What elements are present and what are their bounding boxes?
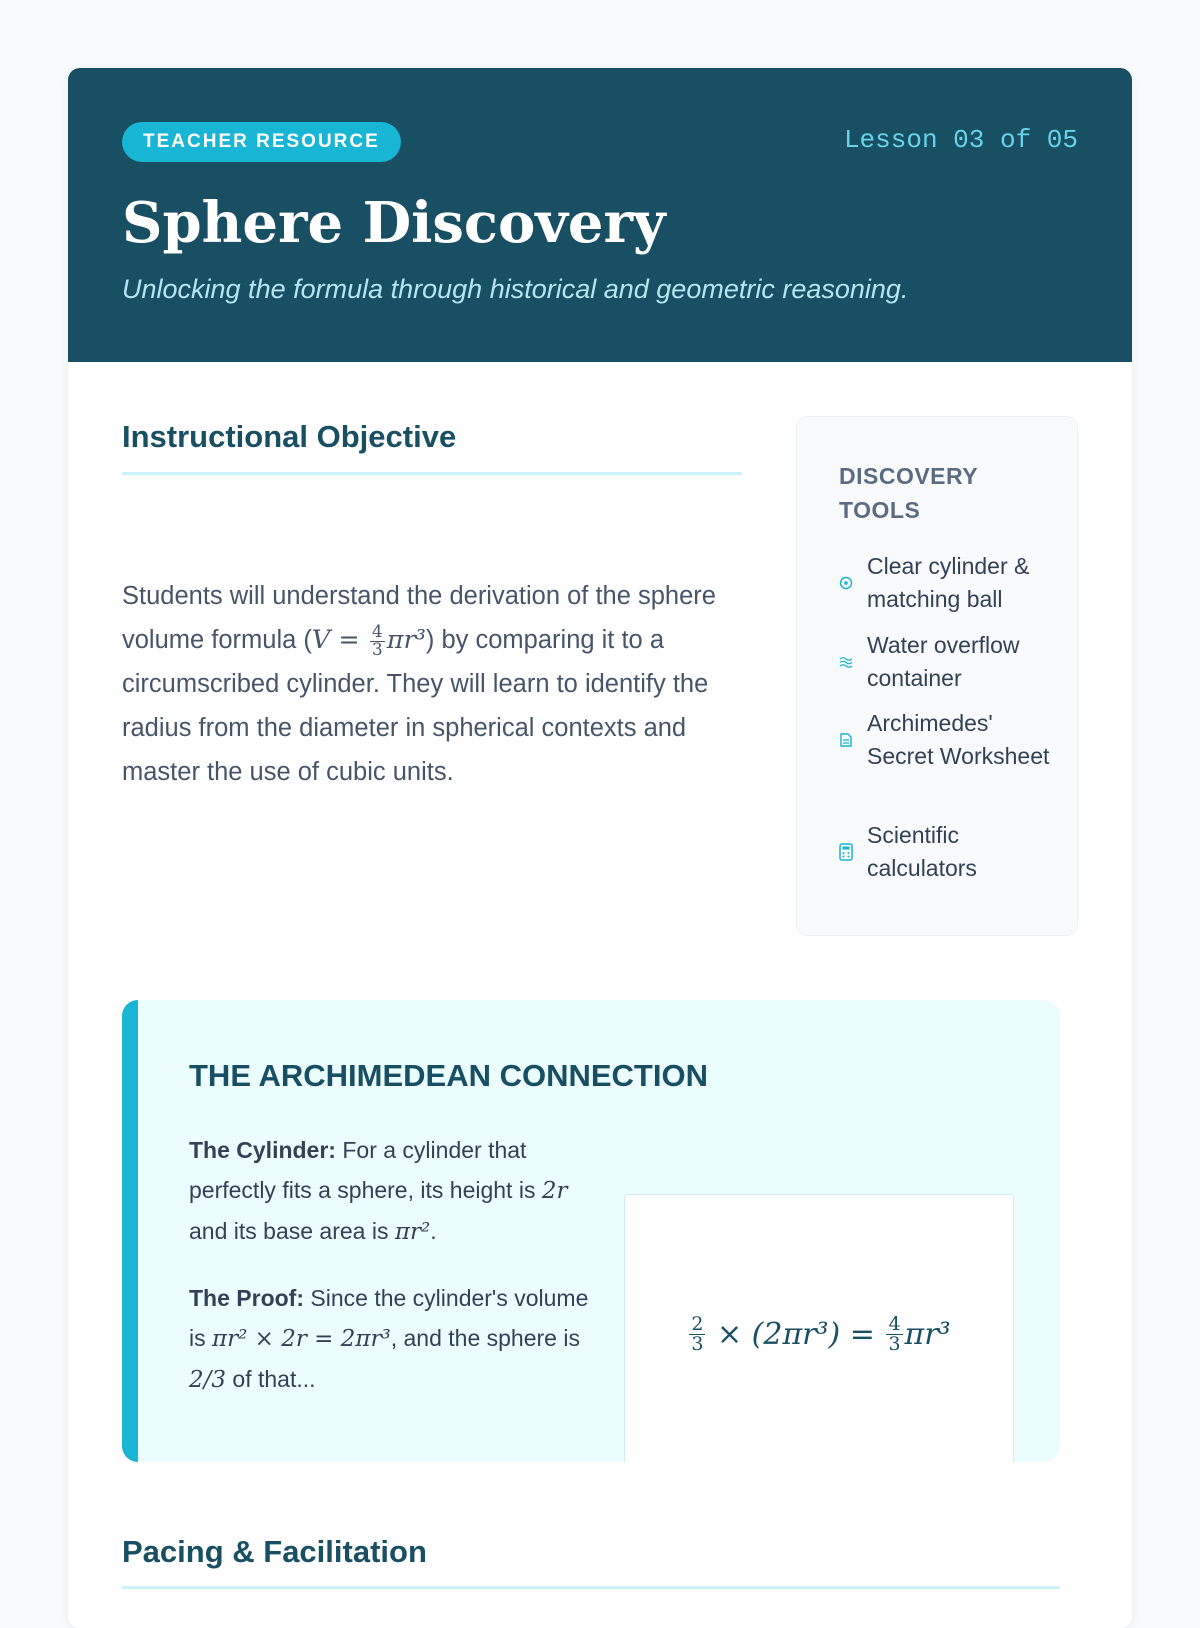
formula-denominator: 3 <box>888 1332 901 1355</box>
tool-item-worksheet <box>839 707 1064 773</box>
proof-text: of that... <box>226 1366 316 1392</box>
tool-item-cylinder <box>839 550 1064 616</box>
pacing-heading: Pacing & Facilitation <box>122 1532 1060 1589</box>
proof-math-fraction: 2/3 <box>189 1367 227 1393</box>
formula-rest: πr³ <box>386 625 426 655</box>
formula-middle: × (2πr³) = <box>707 1316 885 1352</box>
tool-label: Clear cylinder & matching ball <box>867 553 1030 612</box>
cylinder-text: For a cylinder that perfectly fits a sphere, its height is <box>189 1137 542 1203</box>
document-icon <box>839 732 853 748</box>
proof-text: Since the cylinder's volume is <box>189 1285 589 1351</box>
formula-box <box>624 1194 1014 1462</box>
proof-label: The Proof: <box>189 1285 304 1311</box>
objective-text-before: Students will understand the derivation of the sphere volume formula ( <box>122 582 716 654</box>
formula-numerator: 4 <box>888 1312 901 1335</box>
objective-text-after: ) by comparing it to a circumscribed cylinder. They will learn to identify the radius from the diameter in spherical contexts and master the use of cubic units. <box>122 626 709 786</box>
formula-fraction-right <box>886 1312 902 1355</box>
water-waves-icon <box>839 654 853 670</box>
proof-math-volume: πr² × 2r = 2πr³ <box>212 1326 391 1352</box>
tools-heading: DISCOVERY TOOLS <box>839 463 978 523</box>
tool-item-water <box>839 629 1064 695</box>
formula-numerator: 2 <box>691 1312 704 1335</box>
cylinder-label: The Cylinder: <box>189 1137 336 1163</box>
formula-fraction-left <box>689 1312 705 1355</box>
lesson-counter: Lesson 03 of 05 <box>843 125 1078 155</box>
objective-heading: Instructional Objective <box>122 418 742 475</box>
formula-v: V <box>311 625 331 655</box>
archimedean-connection-callout <box>122 1000 1060 1462</box>
formula-fraction <box>370 621 385 660</box>
cylinder-text: and its base area is <box>189 1218 395 1244</box>
proof-text: , and the sphere is <box>390 1325 580 1351</box>
cylinder-paragraph <box>189 1130 589 1252</box>
page-subtitle: Unlocking the formula through historical and geometric reasoning. <box>122 274 909 304</box>
formula-denominator: 3 <box>371 639 383 660</box>
lesson-card <box>68 68 1132 1628</box>
cylinder-math-area: πr² <box>394 1219 431 1245</box>
proof-paragraph <box>189 1278 589 1400</box>
cylinder-math-height: 2r <box>541 1178 568 1204</box>
tool-item-calculators <box>839 819 1064 885</box>
objective-text <box>122 574 746 794</box>
page-title: Sphere Discovery <box>122 190 666 256</box>
formula-numerator: 4 <box>371 621 383 642</box>
tool-label: Archimedes' Secret Worksheet <box>867 710 1050 769</box>
formula-equals: = <box>330 625 368 655</box>
formula-end: πr³ <box>904 1316 951 1352</box>
formula-denominator: 3 <box>691 1332 704 1355</box>
circle-dot-icon <box>839 575 853 591</box>
tool-label: Water overflow container <box>867 632 1020 691</box>
tool-label: Scientific calculators <box>867 822 977 881</box>
discovery-tools-panel <box>796 416 1078 936</box>
calculator-icon <box>839 844 853 860</box>
objective-formula <box>311 621 426 660</box>
archimedean-heading: THE ARCHIMEDEAN CONNECTION <box>189 1058 708 1093</box>
cylinder-text: . <box>430 1218 437 1244</box>
teacher-resource-badge: TEACHER RESOURCE <box>122 122 401 162</box>
lesson-header <box>68 68 1132 362</box>
callout-accent-bar <box>122 1000 138 1462</box>
